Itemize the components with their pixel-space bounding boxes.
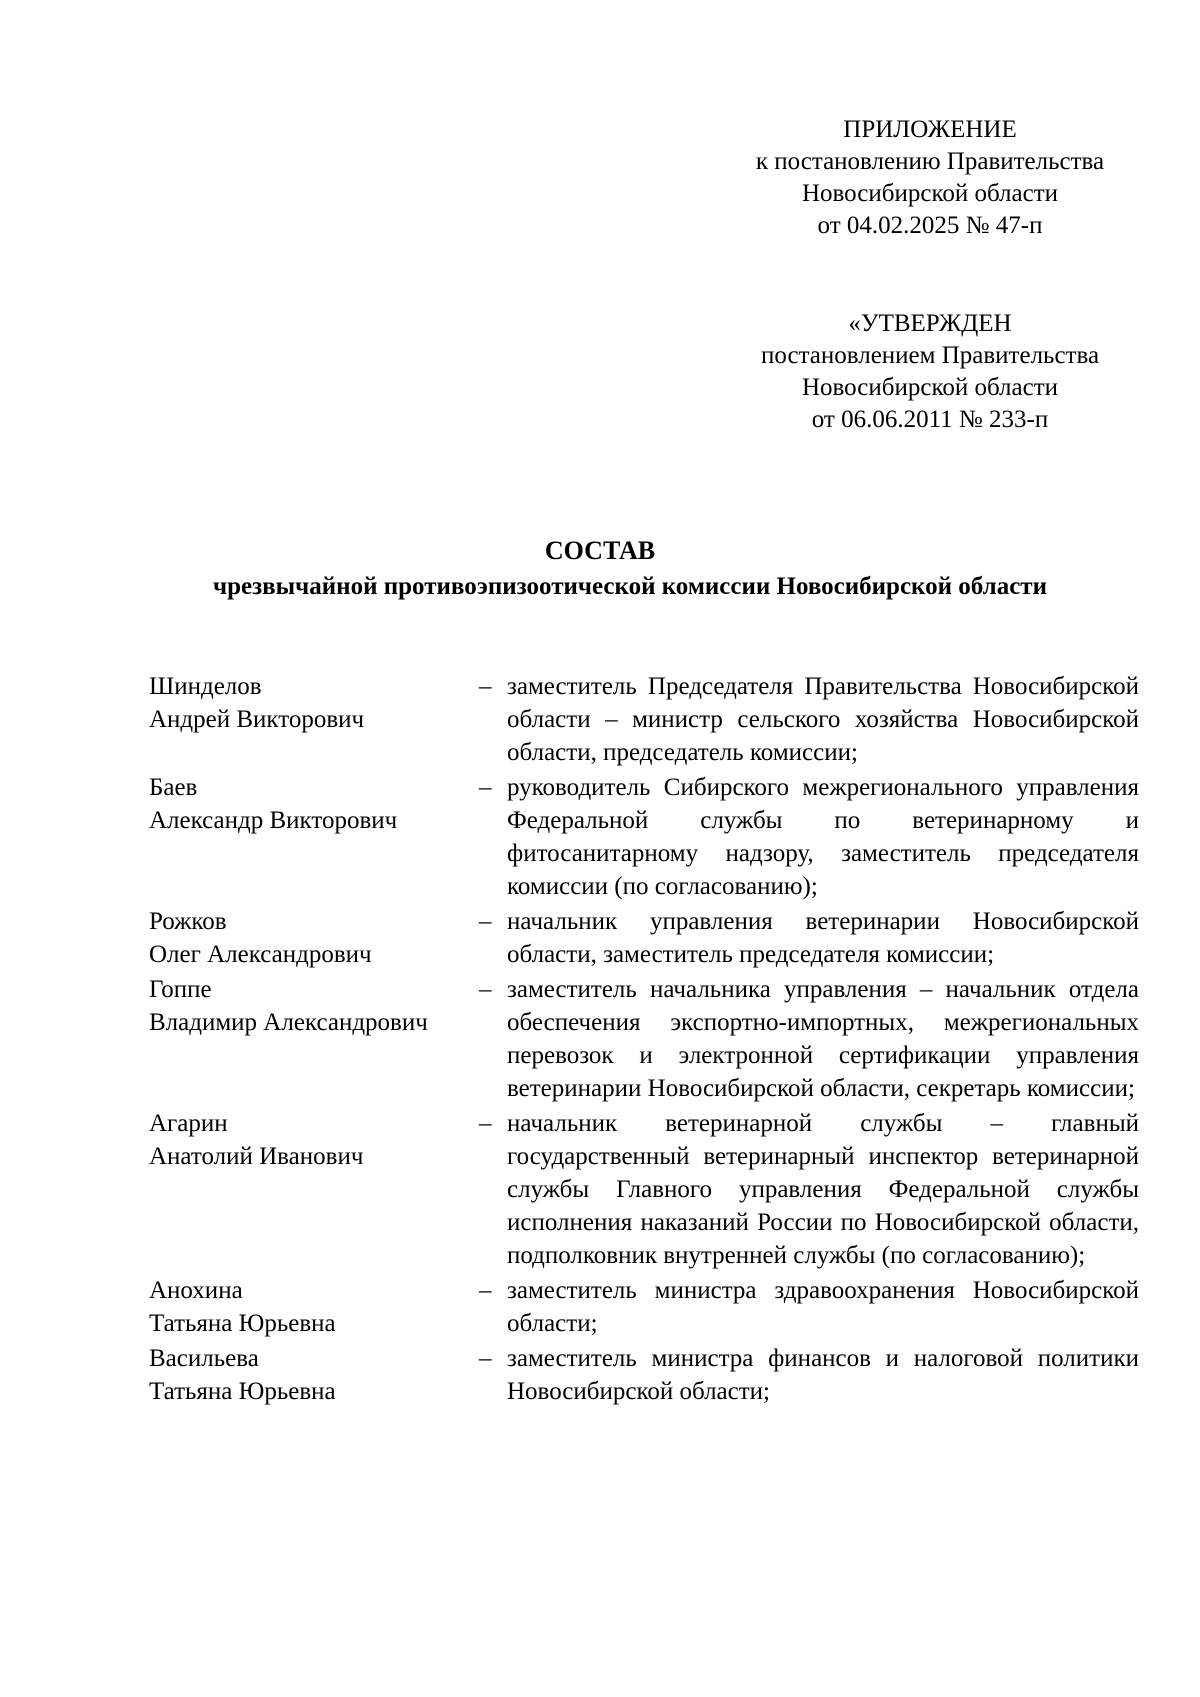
approved-region: Новосибирской области: [801, 374, 1059, 401]
member-role: заместитель министра финансов и налоговой политики Новосибирской области;: [507, 1345, 1139, 1405]
member-surname: Агарин: [149, 1110, 228, 1137]
member-entry: [149, 1342, 1139, 1408]
member-entry: [149, 771, 1139, 903]
member-entry: [149, 670, 1139, 769]
member-name: [149, 973, 479, 1105]
approved-stamp: [700, 308, 1160, 436]
appendix-reference: к постановлению Правительства: [755, 148, 1105, 175]
member-given-names: Татьяна Юрьевна: [149, 1378, 336, 1405]
member-given-names: Андрей Викторович: [149, 706, 365, 733]
member-role: заместитель начальника управления – начальник отдела обеспечения экспортно-импортных, межрегиональных перевозок и электронной сертификации управления ветеринарии Новосибирской области, секретарь комиссии;: [507, 976, 1139, 1102]
approved-reference: постановлением Правительства: [760, 342, 1100, 369]
member-dash: –: [479, 908, 492, 935]
appendix-date-number: от 04.02.2025 № 47-п: [817, 212, 1043, 239]
member-given-names: Татьяна Юрьевна: [149, 1310, 336, 1337]
member-entry: [149, 973, 1139, 1105]
member-dash: –: [479, 1110, 492, 1137]
member-role: начальник управления ветеринарии Новосибирской области, заместитель председателя комиссии;: [507, 908, 1139, 968]
document-subheading: чрезвычайной противоэпизоотической комиссии Новосибирской области: [213, 573, 1047, 600]
document-heading: СОСТАВ: [544, 536, 656, 565]
member-given-names: Владимир Александрович: [149, 1009, 428, 1036]
member-dash: –: [479, 1345, 492, 1372]
members-list: [149, 670, 1139, 1410]
member-surname: Анохина: [149, 1277, 243, 1304]
approved-title: «УТВЕРЖДЕН: [848, 310, 1012, 337]
member-entry: [149, 1107, 1139, 1272]
appendix-title: ПРИЛОЖЕНИЕ: [843, 116, 1017, 143]
member-role: заместитель министра здравоохранения Новосибирской области;: [507, 1277, 1139, 1337]
member-surname: Рожков: [149, 908, 227, 935]
member-given-names: Александр Викторович: [149, 807, 398, 834]
appendix-stamp: [700, 114, 1160, 242]
member-given-names: Анатолий Иванович: [149, 1143, 364, 1170]
member-dash: –: [479, 976, 492, 1003]
member-given-names: Олег Александрович: [149, 941, 372, 968]
member-dash: –: [479, 1277, 492, 1304]
member-name: [149, 1342, 479, 1408]
member-dash: –: [479, 673, 492, 700]
document-title-block: [0, 534, 1200, 604]
member-surname: Гоппе: [149, 976, 212, 1003]
member-name: [149, 771, 479, 903]
member-surname: Васильева: [149, 1345, 259, 1372]
member-name: [149, 1107, 479, 1272]
member-entry: [149, 905, 1139, 971]
member-surname: Баев: [149, 774, 198, 801]
member-role: руководитель Сибирского межрегионального управления Федеральной службы по ветеринарному и фитосанитарному надзору, заместитель председателя комиссии (по согласованию);: [507, 774, 1139, 900]
appendix-region: Новосибирской области: [801, 180, 1059, 207]
member-role: начальник ветеринарной службы – главный государственный ветеринарный инспектор ветеринарной службы Главного управления Федеральной службы исполнения наказаний России по Новосибирской области, подполковник внутренней службы (по согласованию);: [507, 1110, 1139, 1269]
member-surname: Шинделов: [149, 673, 262, 700]
member-name: [149, 1274, 479, 1340]
member-name: [149, 905, 479, 971]
member-role: заместитель Председателя Правительства Новосибирской области – министр сельского хозяйства Новосибирской области, председатель комиссии;: [507, 673, 1139, 766]
member-dash: –: [479, 774, 492, 801]
member-entry: [149, 1274, 1139, 1340]
member-name: [149, 670, 479, 769]
approved-date-number: от 06.06.2011 № 233-п: [811, 406, 1049, 433]
